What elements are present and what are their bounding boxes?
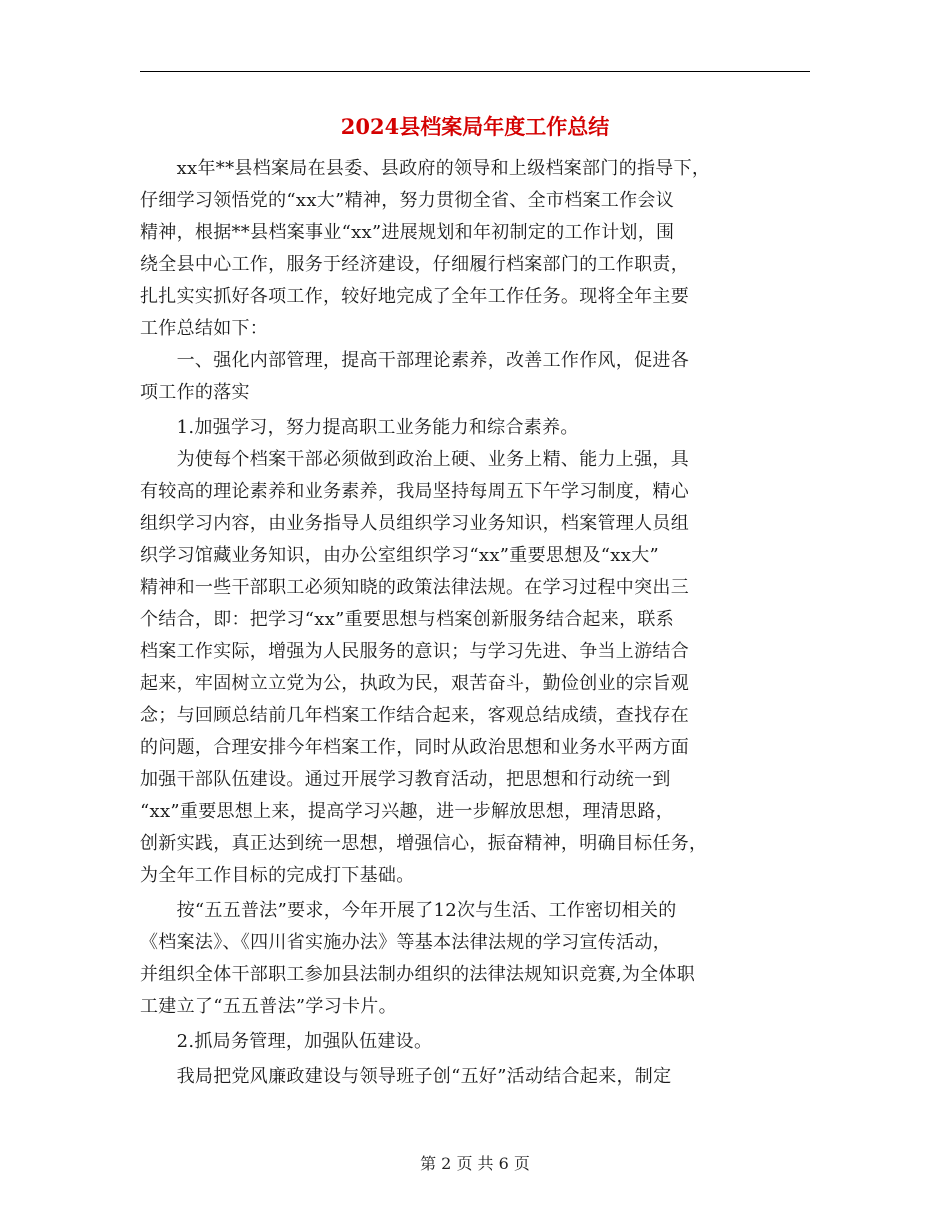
text-line: 创新实践，真正达到统一思想，增强信心，振奋精神，明确目标任务， [140,833,708,854]
text-line: 的问题，合理安排今年档案工作，同时从政治思想和业务水平两方面 [140,737,689,758]
subsection-heading: 1.加强学习，努力提高职工业务能力和综合素养。 [140,417,579,438]
document-title: 2024县档案局年度工作总结 [340,114,610,139]
text-line: 《档案法》、《四川省实施办法》等基本法律法规的学习宣传活动， [140,932,671,953]
text-line: 扎扎实实抓好各项工作，较好地完成了全年工作任务。现将全年主要 [140,286,689,307]
text-line: 个结合，即：把学习“xx”重要思想与档案创新服务结合起来，联系 [140,609,675,630]
text-line: 按“五五普法”要求，今年开展了12次与生活、工作密切相关的 [140,900,677,921]
text-line: 仔细学习领悟党的“xx大”精神，努力贯彻全省、全市档案工作会议 [140,190,675,211]
text-line: xx年**县档案局在县委、县政府的领导和上级档案部门的指导下， [140,158,711,179]
section-heading: 项工作的落实 [140,382,250,403]
text-line: 我局把党风廉政建设与领导班子创“五好”活动结合起来，制定 [140,1066,672,1087]
text-line: 为使每个档案干部必须做到政治上硬、业务上精、能力上强，具 [140,449,689,470]
text-line: 组织学习内容，由业务指导人员组织学习业务知识，档案管理人员组 [140,513,689,534]
text-line: 工作总结如下： [140,318,269,339]
text-line: 工建立了“五五普法”学习卡片。 [140,996,397,1017]
text-line: 精神和一些干部职工必须知晓的政策法律法规。在学习过程中突出三 [140,577,689,598]
text-line: 加强干部队伍建设。通过开展学习教育活动，把思想和行动统一到 [140,769,671,790]
text-line: 织学习馆藏业务知识，由办公室组织学习“xx”重要思想及“xx大” [140,545,660,566]
text-line: 有较高的理论素养和业务素养，我局坚持每周五下午学习制度，精心 [140,481,689,502]
header-rule [140,71,810,72]
section-heading: 一、强化内部管理，提高干部理论素养，改善工作作风，促进各 [140,350,689,371]
text-line: “xx”重要思想上来，提高学习兴趣，进一步解放思想，理清思路， [140,801,675,822]
text-line: 起来，牢固树立立党为公，执政为民，艰苦奋斗，勤俭创业的宗旨观 [140,673,689,694]
text-line: 念；与回顾总结前几年档案工作结合起来，客观总结成绩，查找存在 [140,705,689,726]
subsection-heading: 2.抓局务管理，加强队伍建设。 [140,1031,433,1052]
text-line: 绕全县中心工作，服务于经济建设，仔细履行档案部门的工作职责， [140,254,689,275]
text-line: 并组织全体干部职工参加县法制办组织的法律法规知识竞赛,为全体职 [140,964,696,985]
page-number: 第 2 页 共 6 页 [420,1154,530,1173]
text-line: 精神，根据**县档案事业“xx”进展规划和年初制定的工作计划，围 [140,222,675,243]
text-line: 为全年工作目标的完成打下基础。 [140,865,415,886]
text-line: 档案工作实际，增强为人民服务的意识；与学习先进、争当上游结合 [140,641,689,662]
